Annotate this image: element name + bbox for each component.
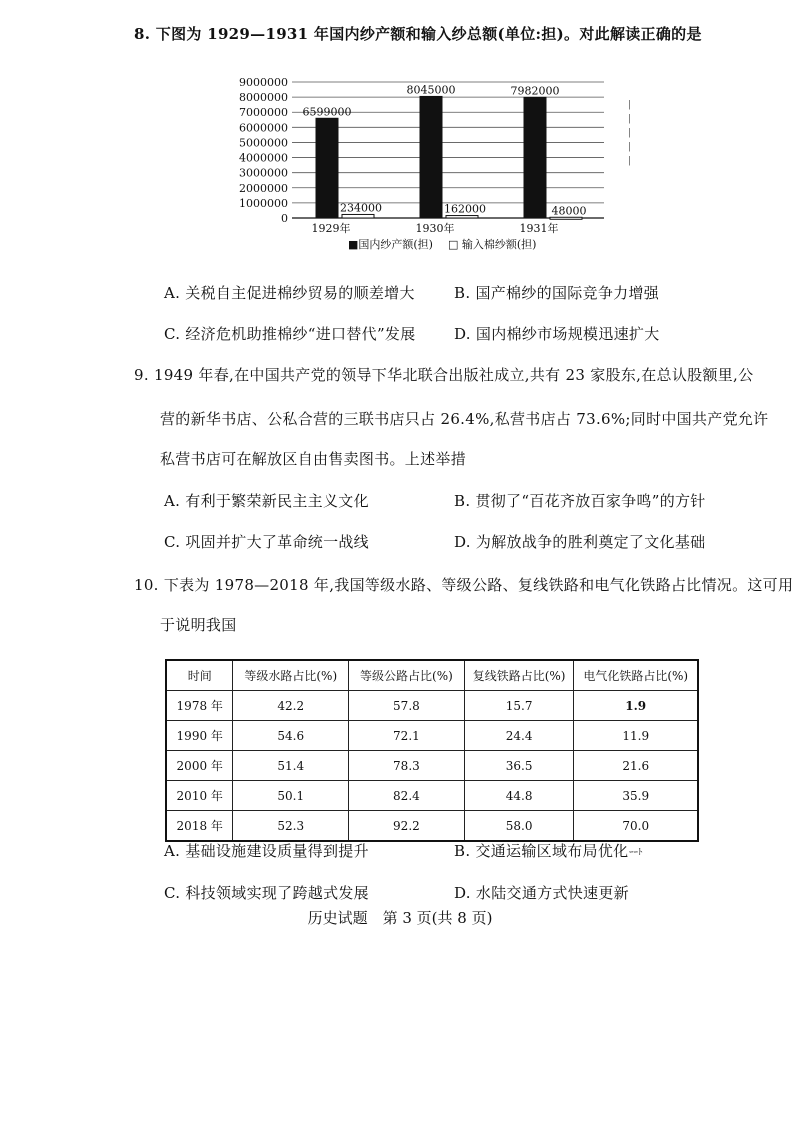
q9-option-d: D. 为解放战争的胜利奠定了文化基础 xyxy=(454,533,706,551)
data-label: 8045000 xyxy=(406,83,456,97)
table-row xyxy=(166,691,698,721)
data-label: 48000 xyxy=(551,204,587,218)
table-cell: 58.0 xyxy=(464,811,574,842)
bar-domestic-yarn xyxy=(420,96,442,218)
table-header-cell: 时间 xyxy=(166,660,233,691)
table-cell: 50.1 xyxy=(233,781,349,811)
q9-option-a: A. 有利于繁荣新民主主义文化 xyxy=(164,492,369,510)
x-tick-label: 1930年 xyxy=(415,222,455,235)
x-tick-label: 1931年 xyxy=(519,222,559,235)
table-cell: 35.9 xyxy=(574,781,698,811)
question-9-line-1: 9. 1949 年春,在中国共产党的领导下华北联合出版社成立,共有 23 家股东,在总认股额里,公 xyxy=(134,366,754,384)
table-row xyxy=(166,781,698,811)
bar-imported-yarn xyxy=(342,214,374,218)
data-label: 6599000 xyxy=(302,105,352,119)
table-cell: 72.1 xyxy=(349,721,465,751)
table-cell: 36.5 xyxy=(464,751,574,781)
table-header-cell: 等级水路占比(%) xyxy=(233,660,349,691)
bar-domestic-yarn xyxy=(316,118,338,218)
data-label: 162000 xyxy=(444,202,486,216)
x-tick-label: 1929年 xyxy=(311,222,351,235)
q9-option-c: C. 巩固并扩大了革命统一战线 xyxy=(164,533,369,551)
q8-option-b: B. 国产棉纱的国际竞争力增强 xyxy=(454,284,660,302)
table-cell: 15.7 xyxy=(464,691,574,721)
page-footer: 历史试题 第 3 页(共 8 页) xyxy=(307,909,493,927)
table-cell: 1978 年 xyxy=(166,691,233,721)
table-cell: 78.3 xyxy=(349,751,465,781)
legend-domestic: ■国内纱产额(担) xyxy=(348,238,433,251)
y-tick-label: 8000000 xyxy=(239,91,288,105)
table-cell: 54.6 xyxy=(233,721,349,751)
q8-option-c: C. 经济危机助推棉纱“进口替代”发展 xyxy=(164,325,416,343)
y-tick-label: 2000000 xyxy=(239,181,288,195)
table-row xyxy=(166,721,698,751)
table-cell: 1.9 xyxy=(574,691,698,721)
stray-pen-mark: ｰｰﾄ xyxy=(629,848,643,858)
bar-imported-yarn xyxy=(550,217,582,219)
y-tick-label: 0 xyxy=(281,212,288,225)
table-cell: 42.2 xyxy=(233,691,349,721)
question-10-line-1: 10. 下表为 1978—2018 年,我国等级水路、等级公路、复线铁路和电气化铁路占比情况。这可用 xyxy=(134,576,794,594)
q9-option-b: B. 贯彻了“百花齐放百家争鸣”的方针 xyxy=(454,492,706,510)
bar-chart xyxy=(230,68,630,253)
y-tick-label: 1000000 xyxy=(239,196,288,210)
table-cell: 82.4 xyxy=(349,781,465,811)
q8-option-a: A. 关税自主促进棉纱贸易的顺差增大 xyxy=(164,284,415,302)
y-tick-label: 7000000 xyxy=(239,106,288,120)
table-cell: 21.6 xyxy=(574,751,698,781)
table-cell: 70.0 xyxy=(574,811,698,842)
table-cell: 2010 年 xyxy=(166,781,233,811)
table-header-cell: 等级公路占比(%) xyxy=(349,660,465,691)
table-cell: 1990 年 xyxy=(166,721,233,751)
table-header-cell: 电气化铁路占比(%) xyxy=(574,660,698,691)
bar-domestic-yarn xyxy=(524,97,546,218)
bar-imported-yarn xyxy=(446,216,478,218)
y-tick-label: 5000000 xyxy=(239,136,288,150)
table-cell: 57.8 xyxy=(349,691,465,721)
data-label: 7982000 xyxy=(510,84,560,98)
question-10-line-2: 于说明我国 xyxy=(160,616,237,634)
q10-option-a: A. 基础设施建设质量得到提升 xyxy=(164,842,369,860)
y-tick-label: 6000000 xyxy=(239,121,288,135)
legend-imported: □ 输入棉纱额(担) xyxy=(448,238,537,251)
q10-option-c: C. 科技领域实现了跨越式发展 xyxy=(164,884,369,902)
y-tick-label: 4000000 xyxy=(239,151,288,165)
table-row xyxy=(166,811,698,842)
table-cell: 52.3 xyxy=(233,811,349,842)
table-cell: 24.4 xyxy=(464,721,574,751)
q8-option-d: D. 国内棉纱市场规模迅速扩大 xyxy=(454,325,660,343)
transport-ratio-table xyxy=(165,659,699,842)
scan-edge-marks: | | | | | xyxy=(628,100,632,166)
table-cell: 11.9 xyxy=(574,721,698,751)
table-row xyxy=(166,751,698,781)
table-header-cell: 复线铁路占比(%) xyxy=(464,660,574,691)
q10-option-b: B. 交通运输区域布局优化 xyxy=(454,842,629,860)
table-cell: 2018 年 xyxy=(166,811,233,842)
table-cell: 92.2 xyxy=(349,811,465,842)
question-9-line-2: 营的新华书店、公私合营的三联书店只占 26.4%,私营书店占 73.6%;同时中国共产党允许 xyxy=(160,410,769,428)
table-header-row xyxy=(166,660,698,691)
data-label: 234000 xyxy=(340,201,382,215)
q10-option-d: D. 水陆交通方式快速更新 xyxy=(454,884,629,902)
question-8-stem: 8. 下图为 1929—1931 年国内纱产额和输入纱总额(单位:担)。对此解读正确的是 xyxy=(134,25,702,43)
y-tick-label: 9000000 xyxy=(239,76,288,89)
question-9-line-3: 私营书店可在解放区自由售卖图书。上述举措 xyxy=(160,450,467,468)
table-cell: 51.4 xyxy=(233,751,349,781)
table-cell: 44.8 xyxy=(464,781,574,811)
table-cell: 2000 年 xyxy=(166,751,233,781)
y-tick-label: 3000000 xyxy=(239,166,288,180)
